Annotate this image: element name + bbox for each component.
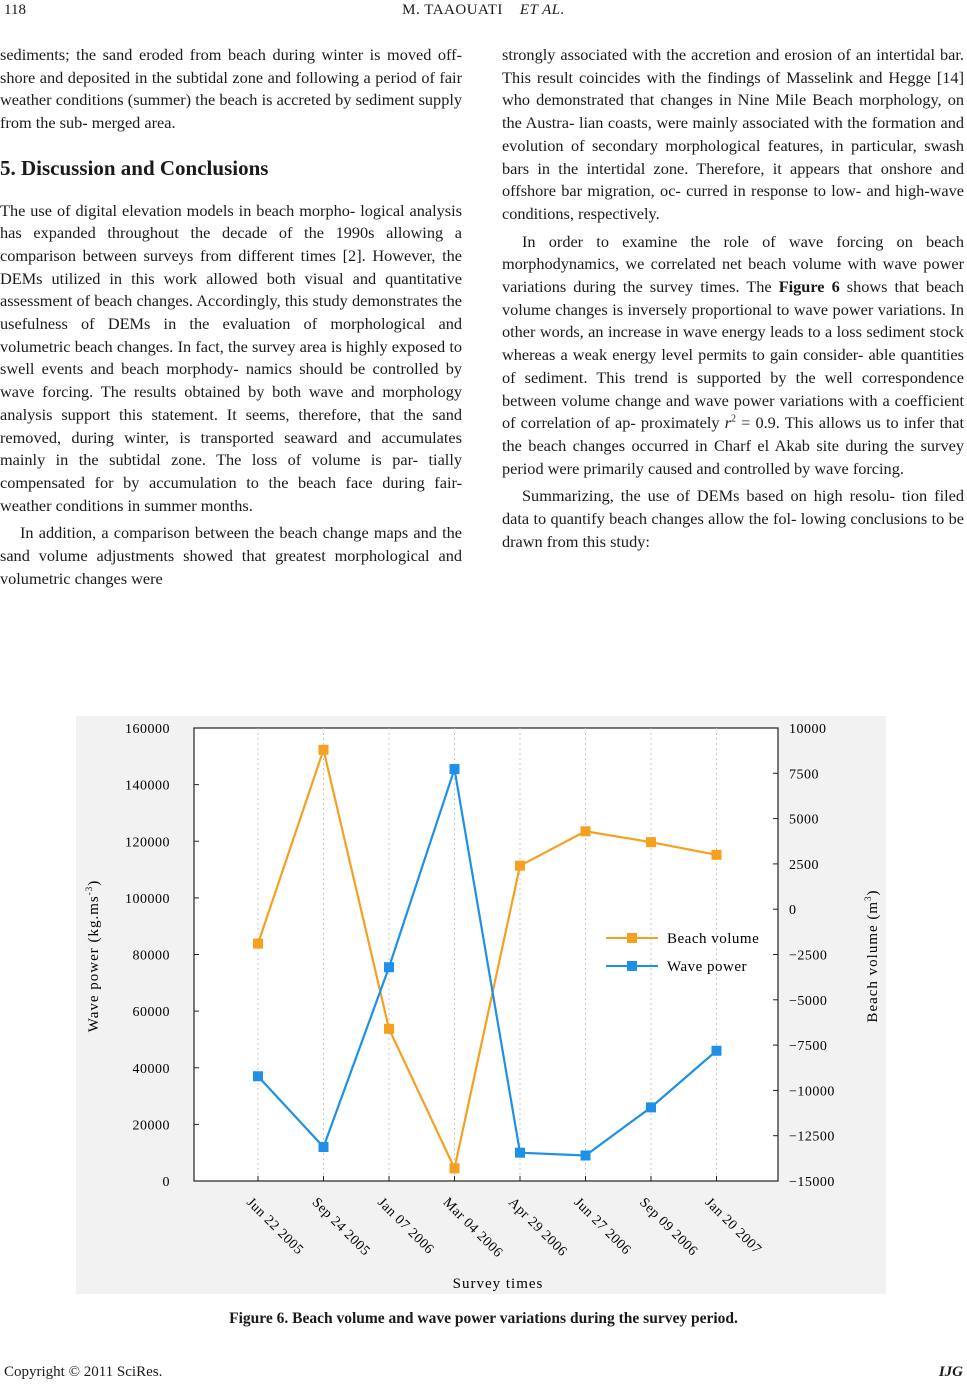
right-tick-label: 0 xyxy=(789,903,797,919)
x-tick-label: Jun 22 2005 xyxy=(243,1195,307,1259)
right-tick-label: −5000 xyxy=(789,993,828,1009)
left-paragraph-3: In addition, a comparison between the beach change maps and the sand volume adjustments showed that greatest morphological and volumetric changes were xyxy=(0,523,462,588)
series-marker xyxy=(253,1071,263,1081)
p2-text-before: In order to examine the role of wave forcing on beach morphodynamics, we correlated net beach volume with wave power variations during the survey times. The xyxy=(502,231,964,297)
series-marker xyxy=(253,939,263,949)
left-tick-label: 0 xyxy=(162,1175,170,1190)
x-tick-label: Jun 27 2006 xyxy=(570,1195,634,1259)
left-tick-label: 140000 xyxy=(125,778,170,794)
x-tick-label: Jan 07 2006 xyxy=(374,1195,437,1258)
left-tick-label: 40000 xyxy=(132,1061,170,1077)
beach-wave-chart xyxy=(76,716,886,1294)
legend-marker xyxy=(627,933,637,943)
r-symbol: r xyxy=(724,413,732,433)
left-tick-label: 20000 xyxy=(132,1118,170,1134)
series-marker xyxy=(384,1024,394,1034)
p2-text-after: = 0.9. This allows us to infer that the beach changes occurred in Charf el Akab site during the survey period were primarily caused and controlled by wave forcing. xyxy=(502,413,965,478)
left-tick-label: 60000 xyxy=(132,1005,170,1021)
left-tick-label: 100000 xyxy=(125,891,170,907)
legend-label: Beach volume xyxy=(667,931,760,947)
running-head xyxy=(0,2,967,19)
legend-label: Wave power xyxy=(667,959,748,975)
footer-journal: IJG xyxy=(938,1364,963,1380)
right-paragraph-2 xyxy=(502,231,964,481)
figure-6 xyxy=(76,716,886,1294)
right-tick-label: 7500 xyxy=(789,767,819,783)
running-head-etal: ET AL. xyxy=(519,2,565,18)
y-axis-left-label: Wave power $(kg.ms^{-3})$ xyxy=(84,879,102,1033)
x-tick-label: Jan 20 2007 xyxy=(701,1195,765,1258)
series-marker xyxy=(646,1102,656,1112)
series-marker xyxy=(319,745,329,755)
right-tick-label: −15000 xyxy=(789,1175,835,1190)
page-number: 118 xyxy=(4,2,26,18)
right-tick-label: 2500 xyxy=(789,857,819,873)
series-marker xyxy=(450,1163,460,1173)
p2-text-middle: shows that beach volume changes is inversely proportional to wave power variations. In other words, an increase in wave energy leads to a loss sediment stock whereas a weak energy level permits to gain consider- able quantities of sediment. This trend is supported by the well correspondence between volume change and wave power variations with a coefficient of correlation of ap- proximately xyxy=(502,277,964,433)
series-marker xyxy=(646,837,656,847)
x-tick-label: Mar 04 2006 xyxy=(439,1195,506,1261)
series-marker xyxy=(515,861,525,871)
right-tick-label: −10000 xyxy=(789,1084,835,1100)
right-tick-label: 10000 xyxy=(789,722,827,737)
x-tick-label: Sep 24 2005 xyxy=(308,1195,373,1260)
x-tick-label: Apr 29 2006 xyxy=(505,1195,570,1260)
running-head-author: M. TAAOUATI xyxy=(402,2,503,18)
figure-reference-link[interactable]: Figure 6 xyxy=(778,277,840,297)
right-paragraph-3: Summarizing, the use of DEMs based on high resolu- tion filed data to quantify beach changes allow the fol- lowing conclusions to be drawn from this study: xyxy=(502,486,964,551)
y-axis-right-label: Beach volume $(m^3)$ xyxy=(863,889,881,1023)
left-tick-label: 120000 xyxy=(125,835,170,851)
left-tick-label: 80000 xyxy=(132,948,170,964)
series-marker xyxy=(712,850,722,860)
series-marker xyxy=(515,1148,525,1158)
right-column xyxy=(502,44,964,553)
figure-caption: Figure 6. Beach volume and wave power variations during the survey period. xyxy=(229,1310,738,1327)
series-marker xyxy=(581,826,591,836)
r-exponent: 2 xyxy=(731,413,737,425)
right-tick-label: −12500 xyxy=(789,1129,835,1145)
series-marker xyxy=(384,962,394,972)
right-tick-label: −2500 xyxy=(789,948,828,964)
series-marker xyxy=(581,1151,591,1161)
series-marker xyxy=(450,764,460,774)
left-column xyxy=(0,44,462,590)
footer-copyright: Copyright © 2011 SciRes. xyxy=(4,1364,163,1380)
legend-marker xyxy=(627,961,637,971)
left-paragraph-1: sediments; the sand eroded from beach during winter is moved off-shore and deposited in the subtidal zone and following a period of fair weather conditions (summer) the beach is accreted by sediment supply from the sub- merged area. xyxy=(0,45,462,133)
series-marker xyxy=(319,1142,329,1152)
x-tick-label: Sep 09 2006 xyxy=(636,1195,701,1260)
section-heading: 5. Discussion and Conclusions xyxy=(0,155,269,180)
series-marker xyxy=(712,1046,722,1056)
right-tick-label: −7500 xyxy=(789,1039,828,1055)
left-paragraph-2: The use of digital elevation models in beach morpho- logical analysis has expanded throughout the decade of the 1990s allowing a comparison between surveys from different times [2]. However, the DEMs utilized in this work allowed both visual and quantitative assessment of beach changes. Accordingly, this study demonstrates the usefulness of DEMs in the evaluation of morphological and volumetric beach changes. In fact, the survey area is highly exposed to swell events and beach morphody- namics should be controlled by wave forcing. The results obtained by both wave and morphology analysis support this statement. It seems, therefore, that the sand removed, during winter, is transported seaward and accumulates mainly in the subtidal zone. The loss of volume is par- tially compensated for by accumulation to the beach face during fair-weather conditions in summer months. xyxy=(0,200,462,515)
right-paragraph-1: strongly associated with the accretion and erosion of an intertidal bar. This result coincides with the findings of Masselink and Hegge [14] who demonstrated that changes in Nine Mile Beach morphology, on the Austra- lian coasts, were mainly associated with the formation and evolution of secondary morphological features, in particular, swash bars in the intertidal zone. Therefore, it appears that onshore and offshore bar migration, oc- curred in response to low- and high-wave conditions, respectively. xyxy=(502,45,964,223)
x-axis-label: Survey times xyxy=(452,1276,544,1292)
right-tick-label: 5000 xyxy=(789,812,819,828)
left-tick-label: 160000 xyxy=(125,722,170,737)
